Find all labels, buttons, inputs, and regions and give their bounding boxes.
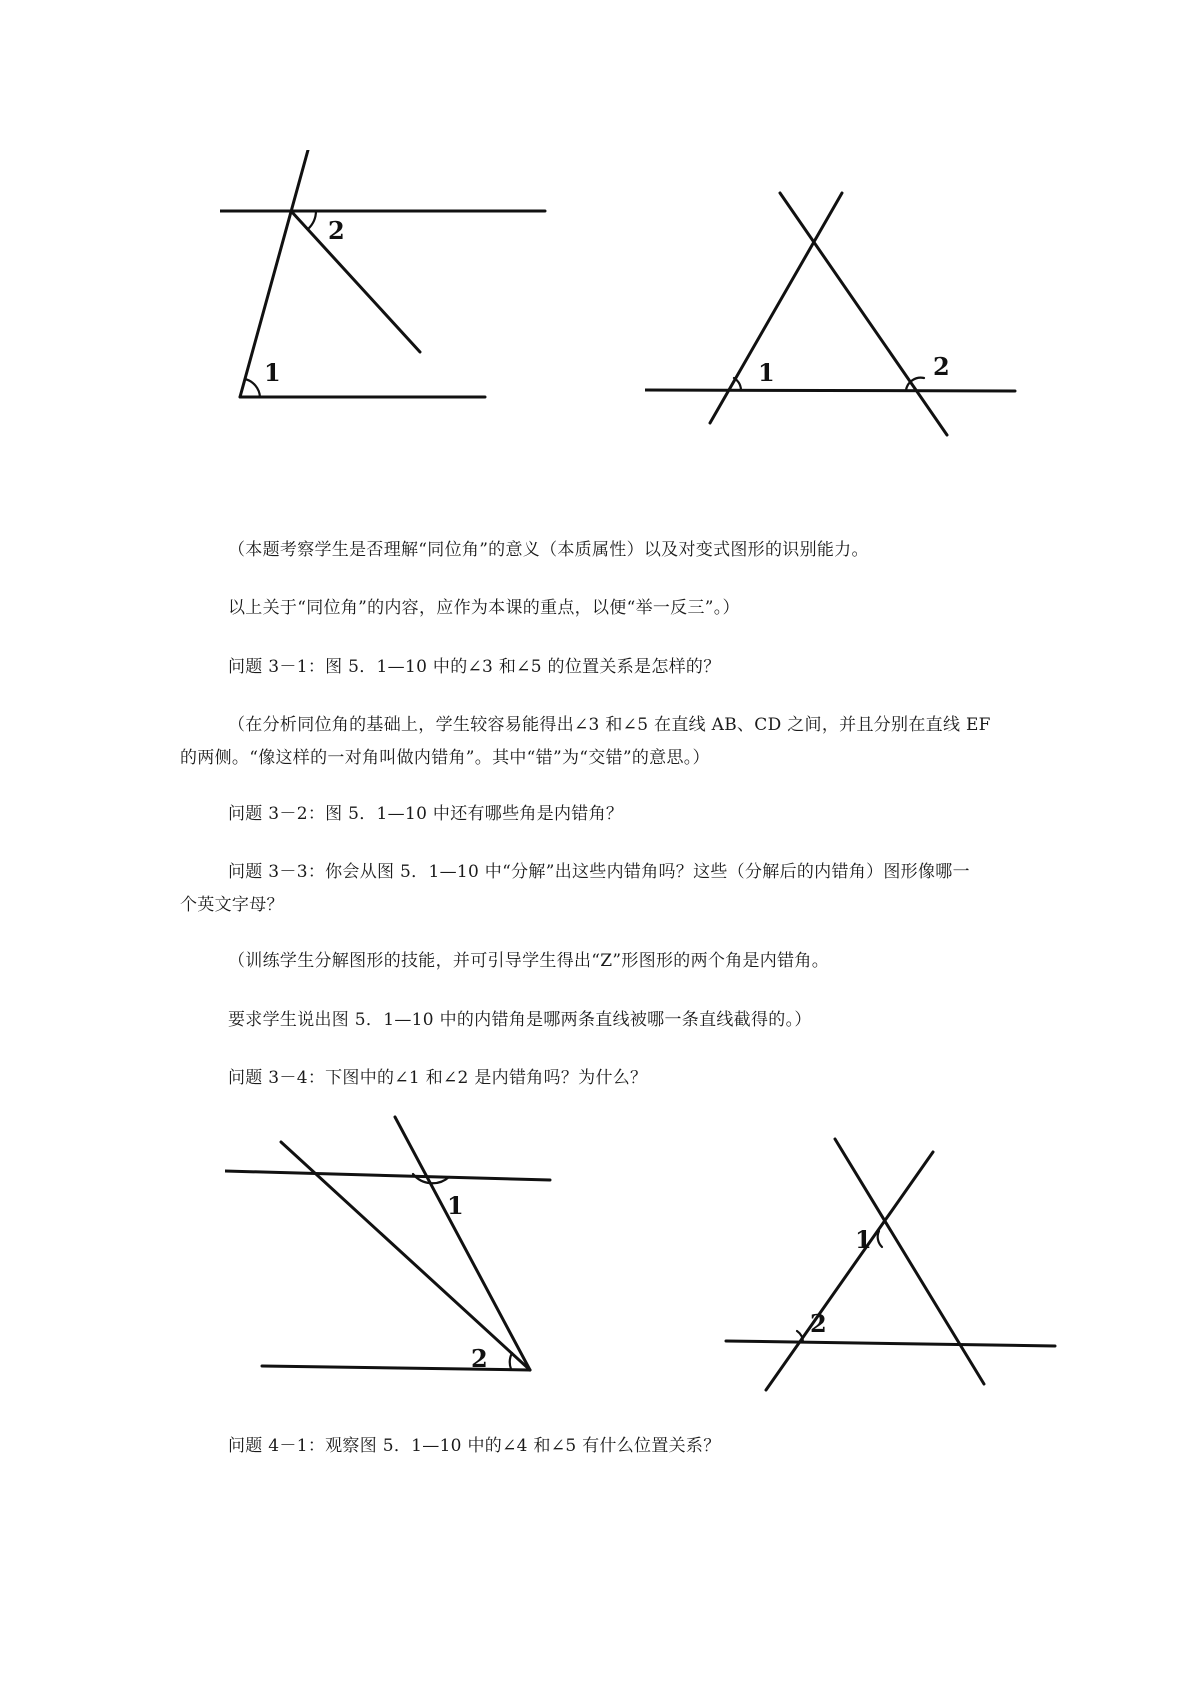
figure-bottom-left	[225, 1110, 565, 1390]
line-rising	[766, 1152, 933, 1390]
figure-top-right-svg	[645, 185, 1025, 445]
paragraph-2: 以上关于“同位角”的内容，应作为本课的重点，以便“举一反三”。）	[228, 598, 740, 618]
line-base	[726, 1341, 1055, 1346]
paragraph-6: 问题 3－3：你会从图 5．1—10 中“分解”出这些内错角吗？这些（分解后的内错角）图形像哪一 个英文字母？	[180, 862, 970, 915]
angle-label-1: 1	[447, 1191, 464, 1220]
figure-bottom-right	[720, 1135, 1070, 1395]
angle-label-2: 2	[328, 216, 345, 245]
angle-label-1: 1	[855, 1225, 872, 1254]
angle-label-2: 2	[810, 1309, 827, 1338]
angle-arc-2	[308, 211, 316, 229]
line-base	[645, 390, 1015, 391]
angle-label-2: 2	[933, 352, 950, 381]
angle-label-1: 1	[264, 358, 281, 387]
figure-top-right	[645, 185, 1025, 445]
line-right-falling	[780, 193, 947, 435]
paragraph-5: 问题 3－2：图 5．1—10 中还有哪些角是内错角？	[228, 804, 624, 824]
figure-top-left	[220, 150, 560, 440]
figure-bottom-left-svg	[225, 1110, 565, 1390]
paragraph-9: 问题 3－4：下图中的∠1 和∠2 是内错角吗？为什么？	[228, 1068, 648, 1088]
figure-top-left-svg	[220, 150, 560, 440]
angle-arc-1	[734, 378, 741, 390]
paragraph-3: 问题 3－1：图 5．1—10 中的∠3 和∠5 的位置关系是怎样的？	[228, 657, 721, 677]
angle-label-2: 2	[471, 1344, 488, 1373]
angle-label-1: 1	[758, 358, 775, 387]
line-left-rising	[710, 193, 842, 423]
line-top	[225, 1171, 550, 1180]
line-slant	[291, 211, 420, 352]
line-transversal-right	[395, 1117, 530, 1370]
paragraph-4: （在分析同位角的基础上，学生较容易能得出∠3 和∠5 在直线 AB、CD 之间，并且分别在直线 EF 的两侧。“像这样的一对角叫做内错角”。其中“错”为“交错”的意思。）	[180, 715, 991, 768]
paragraph-1: （本题考察学生是否理解“同位角”的意义（本质属性）以及对变式图形的识别能力。	[228, 540, 869, 560]
paragraph-final: 问题 4－1：观察图 5．1—10 中的∠4 和∠5 有什么位置关系？	[228, 1436, 721, 1456]
paragraph-7: （训练学生分解图形的技能，并可引导学生得出“Z”形图形的两个角是内错角。	[228, 951, 829, 971]
figure-bottom-right-svg	[720, 1135, 1070, 1395]
paragraph-8: 要求学生说出图 5．1—10 中的内错角是哪两条直线被哪一条直线截得的。）	[228, 1010, 812, 1030]
line-bottom	[262, 1366, 530, 1370]
angle-arc-1	[245, 379, 260, 397]
angle-arc-1	[878, 1231, 882, 1247]
angle-arc-2	[510, 1353, 512, 1369]
